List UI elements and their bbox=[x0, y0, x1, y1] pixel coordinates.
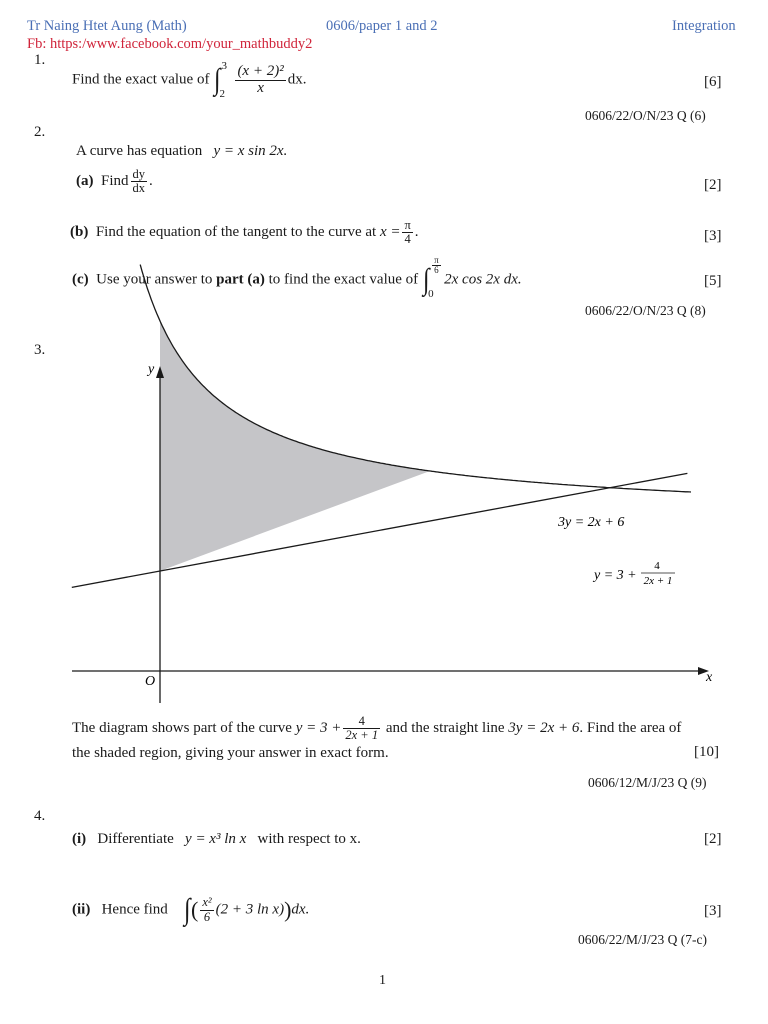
topic-header: Integration bbox=[672, 18, 736, 34]
q4ii-text: (ii) Hence find ∫( $\frac{\text{x²}}{6}$ (2 + 3 ln x))dx. bbox=[72, 893, 310, 926]
q2c-limits: $\frac{\pi}{6}$ 0 bbox=[428, 255, 439, 300]
q3-reference: 0606/12/M/J/23 Q (9) bbox=[588, 775, 707, 790]
q2c-marks: [5] bbox=[704, 273, 722, 289]
curve-label-denom: 2x + 1 bbox=[643, 575, 673, 587]
q4ii-fraction: $\frac{\text{x²}}{6}$ bbox=[202, 895, 212, 924]
pi-over-4-fraction: $\frac{\pi}{4}$ bbox=[404, 218, 411, 247]
q4-number: 4. bbox=[34, 808, 46, 824]
shaded-region bbox=[160, 321, 430, 571]
integral-sign: ∫ bbox=[183, 893, 191, 926]
q2a-marks: [2] bbox=[704, 177, 722, 193]
q4-reference: 0606/22/M/J/23 Q (7-c) bbox=[578, 932, 707, 947]
integral-sign: ∫ bbox=[422, 263, 430, 296]
dy-dx-fraction: $\frac{dy}{dx}$ bbox=[132, 167, 146, 196]
q1-number: 1. bbox=[34, 52, 46, 68]
q4ii-marks: [3] bbox=[704, 903, 722, 919]
q2-reference: 0606/22/O/N/23 Q (8) bbox=[585, 303, 706, 318]
line-label: 3y = 2x + 6 bbox=[558, 515, 625, 530]
author-header: Tr Naing Htet Aung (Math) bbox=[27, 18, 187, 34]
q2b-marks: [3] bbox=[704, 228, 722, 244]
q3-curve-fraction: $\frac{4}{2x + 1}$ bbox=[345, 714, 379, 743]
curve-label-numer: 4 bbox=[654, 560, 660, 572]
q3-marks: [10] bbox=[694, 744, 719, 760]
q1-fraction: $\frac{\text{(x + 2)²}}{x}$ bbox=[237, 62, 284, 96]
q1-prompt: Find the exact value of bbox=[72, 71, 210, 88]
q3-text-line1: The diagram shows part of the curve y = 3 + $\frac{4}{2x + 1}$ and the straight line 3y = 2x + 6. Find the area of bbox=[72, 714, 682, 743]
curve-label-prefix: y = 3 + bbox=[594, 568, 637, 583]
q2-equation: y = x sin 2x. bbox=[213, 143, 288, 159]
q2-intro: A curve has equation y = x sin 2x. bbox=[76, 143, 288, 159]
q3-text-line2: the shaded region, giving your answer in exact form. bbox=[72, 745, 389, 761]
q1-limits: 3 2 bbox=[219, 60, 227, 100]
q1-reference: 0606/22/O/N/23 Q (6) bbox=[585, 108, 706, 123]
y-axis-label: y bbox=[148, 362, 155, 377]
q2a-text: (a) Find $\frac{dy}{dx}$ . bbox=[76, 167, 153, 196]
q3-number: 3. bbox=[34, 342, 46, 358]
origin-label: O bbox=[145, 674, 156, 689]
facebook-link[interactable]: Fb: https:/www.facebook.com/your_mathbuddy2 bbox=[27, 36, 313, 52]
x-axis-label: x bbox=[706, 670, 713, 685]
integral-sign: ∫ bbox=[214, 63, 221, 96]
q4i-marks: [2] bbox=[704, 831, 722, 847]
q2b-text: (b) Find the equation of the tangent to the curve at x = $\frac{\pi}{4}$ . bbox=[70, 218, 419, 247]
q4i-text: (i) Differentiate y = x³ ln x with respect to x. bbox=[72, 831, 361, 847]
q2c-integrand: 2x cos 2x dx. bbox=[444, 271, 522, 288]
q1-marks: [6] bbox=[704, 74, 722, 90]
q2c-text: (c) Use your answer to part (a) to find the exact value of ∫ $\frac{\pi}{6}$ 0 2x cos 2x dx. bbox=[72, 255, 522, 300]
page-number: 1 bbox=[379, 973, 386, 988]
paper-header: 0606/paper 1 and 2 bbox=[326, 18, 438, 34]
q1-dx: dx. bbox=[287, 71, 307, 88]
q2-number: 2. bbox=[34, 124, 46, 140]
